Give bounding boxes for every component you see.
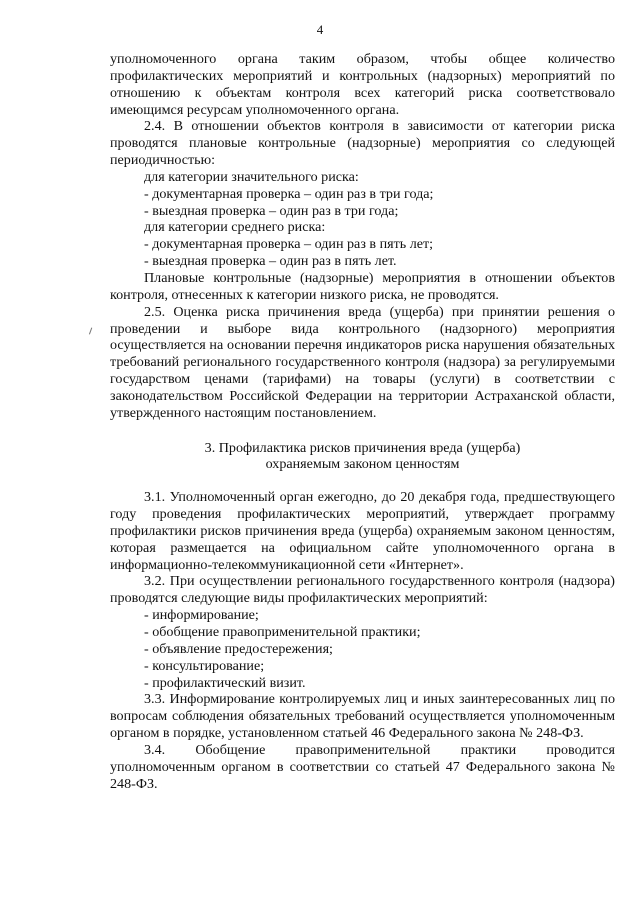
scan-artifact-mark [89, 328, 95, 336]
paragraph-low-risk: Плановые контрольные (надзорные) мероприятия в отношении объектов контроля, отнесенных к категории низкого риска, не проводятся. [110, 269, 615, 303]
list-item: - документарная проверка – один раз в пять лет; [144, 236, 434, 253]
list-item: - консультирование; [144, 657, 265, 674]
paragraph-3-2: 3.2. При осуществлении регионального государственного контроля (надзора) проводятся следующие виды профилактических мероприятий: [110, 573, 615, 607]
list-item: для категории значительного риска: [144, 168, 359, 185]
list-item: - выездная проверка – один раз в пять лет. [144, 253, 397, 270]
paragraphs-after-section [110, 489, 615, 792]
paragraph-2-5: 2.5. Оценка риска причинения вреда (ущерба) при принятии решения о проведении и выборе вида контрольного (надзорного) мероприятия осуществляется на основании перечня индикаторов риска нарушения обязательных требований регионального государственного контроля (надзора) за регулируемыми государством ценами (тарифами) на товары (услуги) в соответствии с законодательством Российской Федерации на территории Астраханской области, утвержденного настоящим постановлением. [110, 303, 615, 421]
list-item: - документарная проверка – один раз в три года; [144, 185, 434, 202]
section-heading [110, 440, 615, 474]
list-item: - выездная проверка – один раз в три года; [144, 202, 399, 219]
paragraph-continuation: уполномоченного органа таким образом, чтобы общее количество профилактических мероприятий и контрольных (надзорных) мероприятий по отношению к объектам контроля всех категорий риска соответствовало имеющимся ресурсам уполномоченного органа. [110, 51, 615, 118]
list-item: - профилактический визит. [144, 674, 306, 691]
list-item: - информирование; [144, 607, 259, 624]
paragraphs-before-section [110, 51, 615, 422]
list-item: - объявление предостережения; [144, 640, 333, 657]
paragraph-3-3: 3.3. Информирование контролируемых лиц и иных заинтересованных лиц по вопросам соблюдения обязательных требований осуществляется уполномоченным органом в порядке, установленном статьей 46 Федерального закона № 248-ФЗ. [110, 691, 615, 742]
paragraph-3-4: 3.4. Обобщение правоприменительной практики проводится уполномоченным органом в соответствии со статьей 47 Федерального закона № 248-ФЗ. [110, 741, 615, 792]
section-heading-line-2: охраняемым законом ценностям [265, 456, 460, 473]
section-heading-line-1: 3. Профилактика рисков причинения вреда (ущерба) [204, 439, 521, 456]
page-number: 4 [316, 22, 324, 37]
list-item: - обобщение правоприменительной практики; [144, 624, 421, 640]
paragraph-2-4: 2.4. В отношении объектов контроля в зависимости от категории риска проводятся плановые контрольные (надзорные) мероприятия со следующей периодичностью: [110, 118, 615, 169]
list-item: для категории среднего риска: [144, 219, 326, 236]
paragraph-3-1: 3.1. Уполномоченный орган ежегодно, до 20 декабря года, предшествующего году проведения профилактических мероприятий, утверждает программу профилактики рисков причинения вреда (ущерба) охраняемым законом ценностям, которая размещается на официальном сайте уполномоченного органа в информационно-телекоммуникационной сети «Интернет». [110, 489, 615, 573]
document-body [110, 51, 615, 792]
